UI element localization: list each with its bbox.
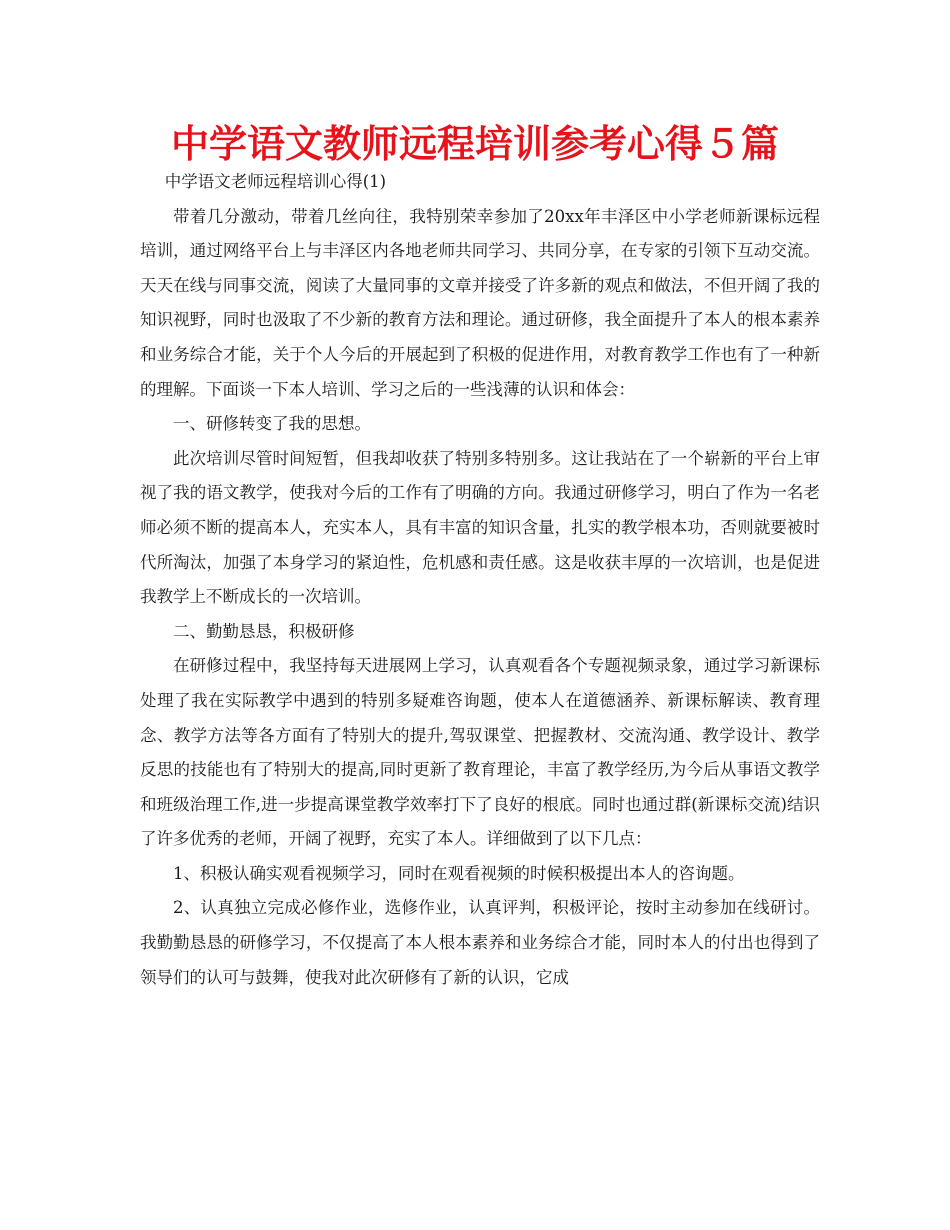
section-heading: 中学语文老师远程培训心得(1)	[164, 172, 387, 191]
section-heading: 一、研修转变了我的思想。	[173, 414, 371, 434]
paragraph: 在研修过程中，我坚持每天进展网上学习，认真观看各个专题视频录象，通过学习新课标处理了我在实际教学中遇到的特别多疑难咨询题，使本人在道德涵养、新课标解读、教育理念、教学方法等各方面有了特别大的提升,驾驭课堂、把握教材、交流沟通、教学设计、教学反思的技能也有了特别大的提高,同时更新了教育理论，丰富了教学经历,为今后从事语文教学和班级治理工作,进一步提高课堂教学效率打下了良好的根底。同时也通过群(新课标交流)结识了许多优秀的老师，开阔了视野，充实了本人。详细做到了以下几点：	[140, 656, 820, 849]
section-heading: 二、勤勤恳恳，积极研修	[173, 621, 355, 641]
list-item: 2、认真独立完成必修作业，选修作业，认真评判，积极评论，按时主动参加在线研讨。我勤勤恳恳的研修学习，不仅提高了本人根本素养和业务综合才能，同时本人的付出也得到了领导们的认可与鼓舞，使我对此次研修有了新的认识，它成	[140, 898, 820, 987]
paragraph: 此次培训尽管时间短暂，但我却收获了特别多特别多。这让我站在了一个崭新的平台上审视了我的语文教学，使我对今后的工作有了明确的方向。我通过研修学习，明白了作为一名老师必须不断的提高本人，充实本人，具有丰富的知识含量，扎实的教学根本功，否则就要被时代所淘汰，加强了本身学习的紧迫性，危机感和责任感。这是收获丰厚的一次培训，也是促进我教学上不断成长的一次培训。	[140, 448, 820, 607]
paragraph: 带着几分激动，带着几丝向往，我特别荣幸参加了20xx年丰泽区中小学老师新课标远程培训，通过网络平台上与丰泽区内各地老师共同学习、共同分享，在专家的引领下互动交流。天天在线与同事交流，阅读了大量同事的文章并接受了许多新的观点和做法，不但开阔了我的知识视野，同时也汲取了不少新的教育方法和理论。通过研修，我全面提升了本人的根本素养和业务综合才能，关于个人今后的开展起到了积极的促进作用，对教育教学工作也有了一种新的理解。下面谈一下本人培训、学习之后的一些浅薄的认识和体会：	[140, 206, 820, 399]
list-item: 1、积极认确实观看视频学习，同时在观看视频的时候积极提出本人的咨询题。	[173, 863, 745, 883]
document-title: 中学语文教师远程培训参考心得５篇	[170, 122, 779, 166]
document-body	[140, 165, 820, 995]
